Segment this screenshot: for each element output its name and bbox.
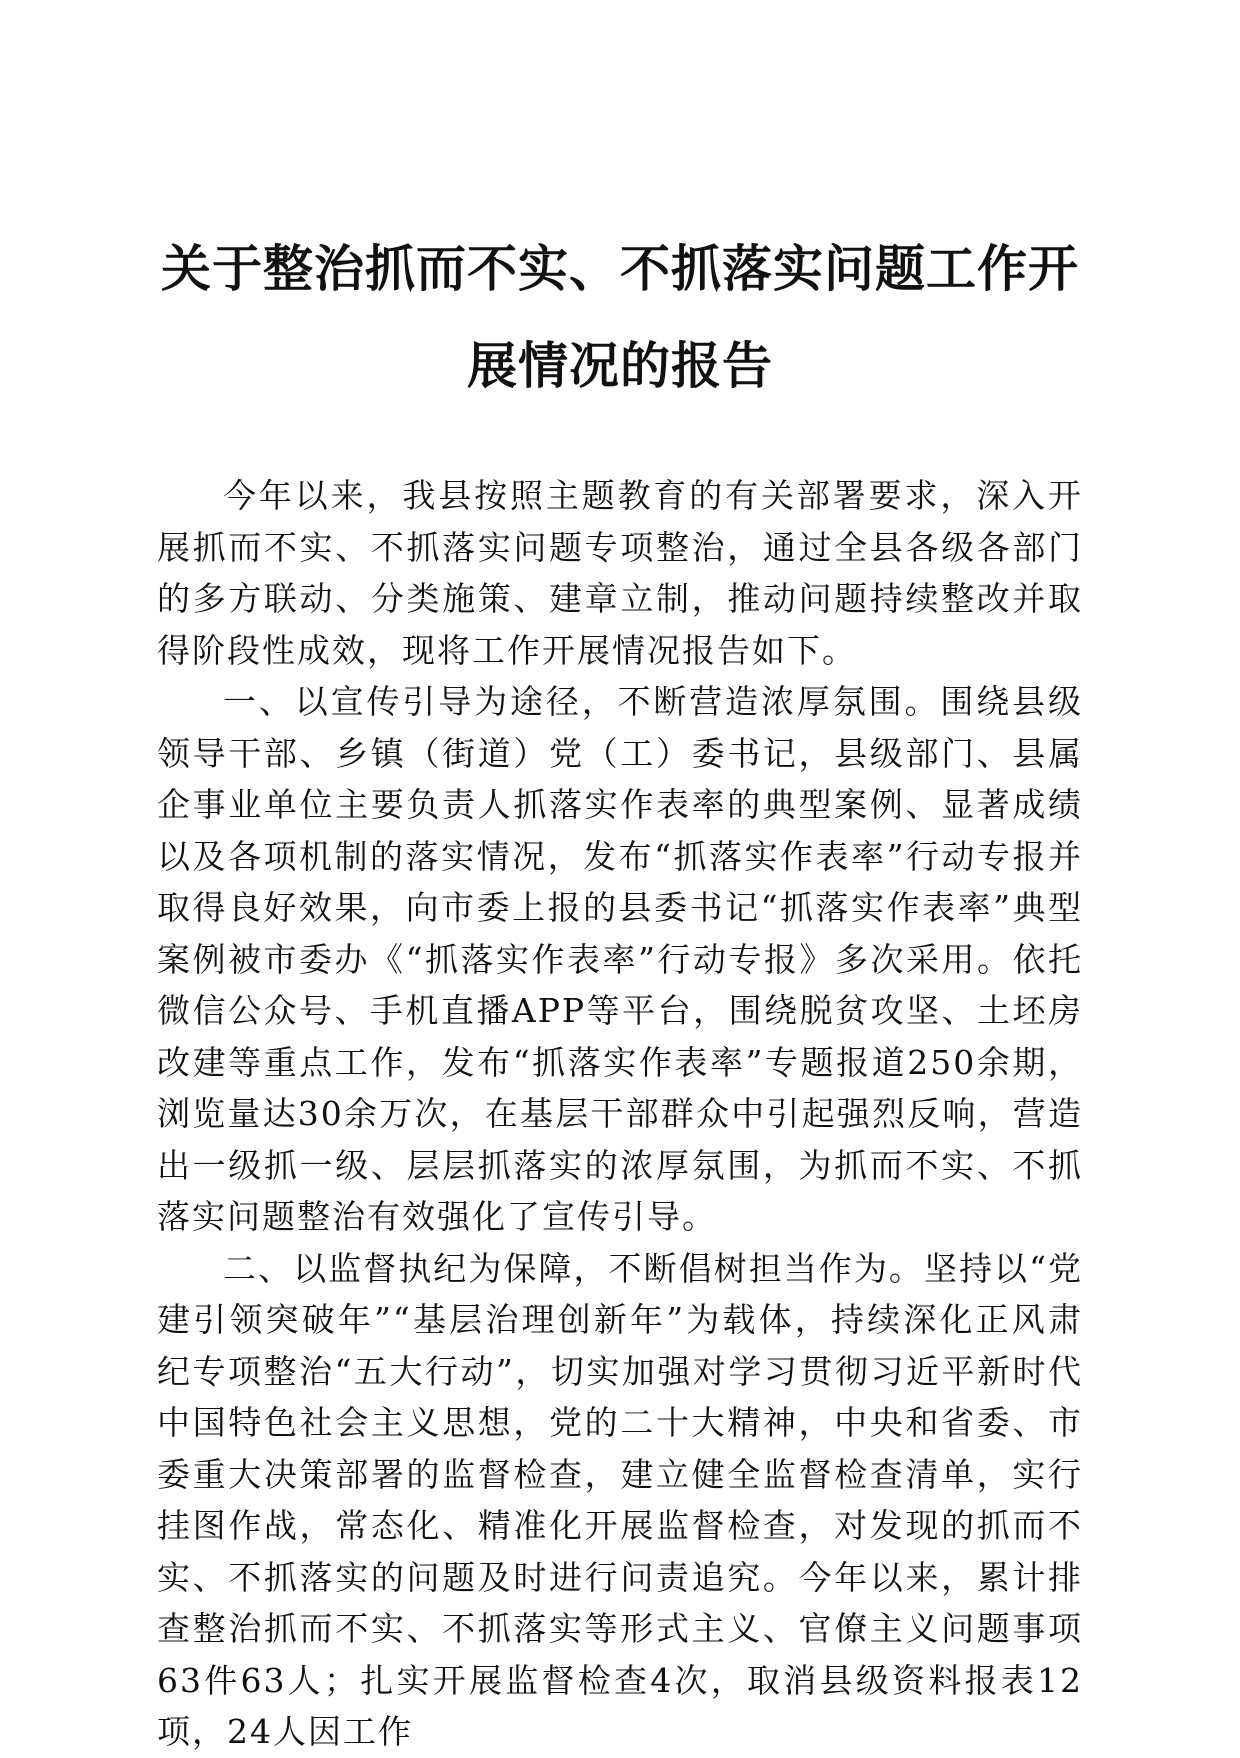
paragraph-section-two: 二、以监督执纪为保障，不断倡树担当作为。坚持以“党建引领突破年”“基层治理创新年”为载体，持续深化正风肃纪专项整治“五大行动”，切实加强对学习贯彻习近平新时代中国特色社会主义思想，党的二十大精神，中央和省委、市委重大决策部署的监督检查，建立健全监督检查清单，实行挂图作战，常态化、精准化开展监督检查，对发现的抓而不实、不抓落实的问题及时进行问责追究。今年以来，累计排查整治抓而不实、不抓落实等形式主义、官僚主义问题事项63件63人；扎实开展监督检查4次，取消县级资料报表12项，24人因工作 bbox=[157, 1248, 1083, 1751]
document-title: 关于整治抓而不实、不抓落实问题工作开展情况的报告 bbox=[161, 239, 1079, 395]
paragraph-intro: 今年以来，我县按照主题教育的有关部署要求，深入开展抓而不实、不抓落实问题专项整治，通过全县各级各部门的多方联动、分类施策、建章立制，推动问题持续整改并取得阶段性成效，现将工作开展情况报告如下。 bbox=[157, 476, 1083, 670]
document-body bbox=[157, 470, 1083, 1758]
paragraph-section-one: 一、以宣传引导为途径，不断营造浓厚氛围。围绕县级领导干部、乡镇（街道）党（工）委书记，县级部门、县属企事业单位主要负责人抓落实作表率的典型案例、显著成绩以及各项机制的落实情况，发布“抓落实作表率”行动专报并取得良好效果，向市委上报的县委书记“抓落实作表率”典型案例被市委办《“抓落实作表率”行动专报》多次采用。依托微信公众号、手机直播APP等平台，围绕脱贫攻坚、土坯房改建等重点工作，发布“抓落实作表率”专题报道250余期，浏览量达30余万次，在基层干部群众中引起强烈反响，营造出一级抓一级、层层抓落实的浓厚氛围，为抓而不实、不抓落实问题整治有效强化了宣传引导。 bbox=[157, 682, 1083, 1236]
